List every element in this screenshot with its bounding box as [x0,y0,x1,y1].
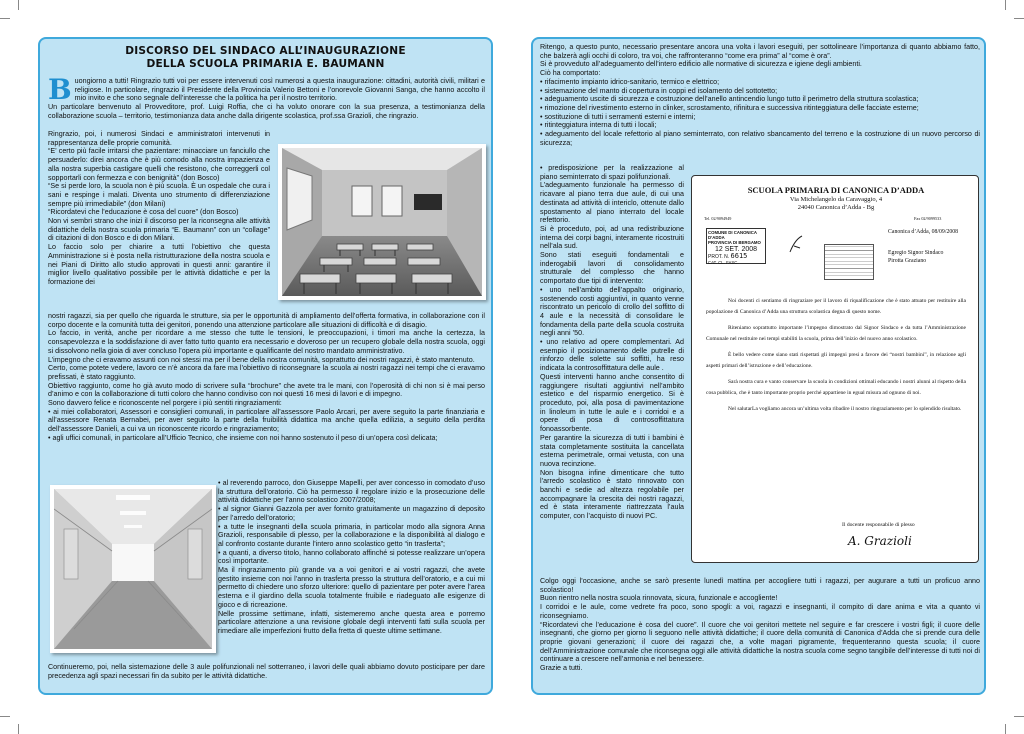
bullet-item: • ai miei collaboratori, Assessori e consiglieri comunali, in particolare all’assessore Paolo Arcari, per avere seguito la parte finanziaria e all’assessore Renata Bernabei, per aver seguito la parte della fruibilità didattica ma anche quella edilizia, a seguito della perdita dell’assessore Danieli, a cui va un riconoscente ricordo e ringraziamento; [48,407,485,434]
quote-paragraph: “Se si perde loro, la scuola non è più scuola. È un ospedale che cura i sani e respinge i malati. Diventa uno strumento di differenziazione sempre più irrimediabile” (don Milani) [48,182,270,208]
stamp-cl: CL. [718,260,725,265]
stamp-prot-number: 6615 [730,252,748,260]
intro-block [48,73,485,121]
bullet-item: • predisposizione per la realizzazione al piano seminterrato di spazi polifunzionali. [540,164,684,181]
paragraph: Si è proceduto, poi, ad una redistribuzione interna dei corpi bagni, interamente ricostruiti nell’ala sud. [540,224,684,251]
bullet-item: • sostituzione di tutti i serramenti esterni e interni; [540,112,696,121]
crop-mark [18,0,19,10]
bullet-item: • a quanti, a diverso titolo, hanno collaborato affinché si potesse realizzare un’opera così importante. [218,548,485,566]
paragraph: Certo, come potete vedere, lavoro ce n’è ancora da fare ma l’obiettivo di riconsegnare la scuola ai nostri ragazzi nei tempi che ci eravamo prefissati, è stato raggiunto. [48,364,485,381]
bullet-item: • adeguamento del locale refettorio al piano seminterrato, con relativo sbancamento del terreno e la costruzione di un nuovo percorso di sicurezza; [540,130,980,147]
protocol-stamp [706,228,766,264]
closing-text [48,663,485,680]
letter-signature: A. Grazioli [848,534,912,548]
distribution-grid [824,244,874,280]
teachers-letter [691,175,979,563]
paragraph: Grazie a tutti. [540,664,583,673]
paragraph: Buon rientro nella nostra scuola rinnovata, sicura, funzionale e accogliente! [540,594,778,603]
paragraph: Colgo oggi l’occasione, anche se sarò presente lunedì mattina per accogliere tutti i ragazzi, per augurare a tutti un proficuo anno scolastico! [540,577,980,594]
paragraph: Per garantire la sicurezza di tutti i bambini è stata completamente sostituita la cancellata esterna perimetrale, ormai vetusta, con una nuova recinzione. [540,433,684,468]
paragraph: Lo faccio, in verità, anche per ricordare a me stesso che tutte le tensioni, le preoccupazioni, i timori ma anche la certezza, la consapevolezza e la soddisfazione di aver fatto tutto quanto era necessario e doveroso per un recupero globale della nostra scuola, oggi si dissolvono nella gioia di aver concluso l’opera più importante e qualificante del nostro mandato amministrativo. [48,329,485,355]
corridor-image [54,489,212,649]
handwritten-mark [786,234,806,256]
crop-mark [1005,724,1006,734]
title-line-1: DISCORSO DEL SINDACO ALL’INAUGURAZIONE [125,45,406,57]
paragraph: “Ricordatevi che l’educazione è cosa del cuore”. Il cuore che voi genitori mettete nel seguire e far crescere i vostri figli; il cuore delle insegnanti, che giorno per giorno li seguono nelle attività didattiche; il cuore della comunità di Canonica d’Adda che si prende cura delle proprie giovani generazioni; il cuore dei ragazzi che, a volte magari pigramente, frequenteranno questa scuola; il cuore dell’Amministrazione comunale che riconsegna oggi alle attività didattiche la nostra scuola come segno tangibile dell’interesse di tutti noi di continuare a crescere nell’armonia e nel benessere. [540,620,980,664]
column-left-text [48,130,270,287]
crop-mark [1014,716,1024,717]
article-title [40,45,491,71]
bullet-item: • uno nell’ambito dell’appalto originario, sostenendo costi aggiuntivi, in quanto venne riscontrato un pericolo di crollo del soffitto di 4 aule e la necessità di consolidare le fondamenta della parte della scuola costruita negli anni ’50. [540,285,684,338]
left-page-panel [38,37,493,695]
bullet-item: • adeguamento uscite di sicurezza e costruzione dell’anello antincendio lungo tutto il perimetro della struttura scolastica; [540,95,919,104]
bullet-item: • al signor Gianni Gazzola per aver fornito gratuitamente un magazzino di deposito per l’arredo dell’oratorio; [218,505,485,522]
stamp-date: 12 SET. 2008 [714,246,758,253]
paragraph: Non vi sembri strano che inizi il discorso per la riconsegna alle attività didattiche della nostra scuola primaria “E. Baumann” con un “collage” di citazioni di don Bosco e di don Milani. [48,217,270,243]
column-right-text [218,479,485,636]
letter-paragraph: Sarà nostra cura e vanto conservare la scuola in condizioni ottimali educando i nostri alunni al rispetto della cosa pubblica, che è tanto importante proprio perché appartiene in egual misura ad ognuno di noi. [706,379,966,396]
crop-mark [1014,18,1024,19]
letter-paragraph: Nel salutarLa vogliamo ancora un’ultima volta ribadire il nostro ringraziamento per lo splendido risultato. [728,406,962,412]
paragraph: Sono davvero felice e riconoscente nel porgere i più sentiti ringraziamenti: [48,399,282,408]
crop-mark [0,18,10,19]
bullet-item: • al reverendo parroco, don Giuseppe Mapelli, per aver concesso in comodato d’uso la struttura dell’oratorio. Ciò ha permesso il regolare inizio e la prosecuzione delle attività didattiche per l’anno scolastico 2007/2008; [218,479,485,505]
classroom-image [282,148,482,296]
paragraph: Ritengo, a questo punto, necessario presentare ancora una volta i lavori eseguiti, per sottolineare l’importanza di quanto abbiamo fatto, che balzerà agli occhi di coloro, tra voi, che raffronteranno “come era prima” al “come è ora”. [540,43,980,60]
paragraph: Non bisogna infine dimenticare che tutto l’arredo scolastico è stato rinnovato con banchi e sedie ad altezza regolabile per accompagnare la crescita dei nostri ragazzi, ed è stata interamente riattrezzata l’aula computer, con l’acquisto di nuovi PC. [540,468,684,521]
letter-tel: Tel. 02/9094949 [704,216,732,221]
paragraph: Questi interventi hanno anche consentito di raggiungere risultati aggiuntivi nell’ambito estetico e del risparmio energetico. Si è proceduto, poi, alla posa di pavimentazione in linoleum in tutte le aule e i corridoi e a opere di posa di controsoffittatura fonoassorbente. [540,372,684,434]
body-text-full [48,312,485,443]
letter-recipient-1: Egregio Signor Sindaco [888,250,944,256]
intro-paragraph: uongiorno a tutti! Ringrazio tutti voi per essere intervenuti così numerosi a questa inaugurazione: cittadini, autorità civili, militari e religiose. In particolare, ringrazio il Presidente della Provincia Valerio Bettoni e l’onorevole Giovanni Sanga, che hanno accolto il mio invito e che sono segnale dell’interesse che la politica ha per il nostro territorio. [74,77,485,103]
quote-paragraph: “E’ certo più facile irritarsi che pazientare: minacciare un fanciullo che persuaderlo: direi ancora che è più comodo alla nostra impazienza e alla nostra superbia castigare quelli che resistono, che correggerli col sopportarli con fermezza e con benignità” (don Bosco) [48,147,270,182]
paragraph: Continueremo, poi, nella sistemazione delle 3 aule polifunzionali nel sotterraneo, i lavori delle quali abbiamo dovuto posticipare per dare precedenza agli spazi necessari fin da subito per le attività didattiche. [48,663,485,680]
quote-paragraph: “Ricordatevi che l’educazione è cosa del cuore” (don Bosco) [48,208,239,217]
letter-paragraph: Noi docenti ci sentiamo di ringraziare per il lavoro di riqualificazione che è stato attuato per restituire alla popolazione di Canonica d’Adda una struttura scolastica degna di questo nome. [706,298,966,315]
stamp-line-2: PROVINCIA DI BERGAMO [708,240,761,245]
crop-mark [18,724,19,734]
letter-school-name: SCUOLA PRIMARIA DI CANONICA D’ADDA [747,185,925,195]
crop-mark [0,716,10,717]
right-page-panel [531,37,986,695]
paragraph: Ma il ringraziamento più grande va a voi genitori e ai vostri ragazzi, che avete gestito insieme con noi l’anno in trasferta presso la struttura dell’oratorio, e a cui mi permetto di chiedere uno sforzo ulteriore: quello di pazientare per poter avere l’area esterna e il giardino della scuola totalmente fruibile e riadeguato alle esigenze di gioco e di ricreazione. [218,566,485,609]
letter-recipient-2: Pirotta Graziano [888,258,927,264]
stamp-prot-label: PROT. N. [708,254,730,260]
paragraph: nostri ragazzi, sia per quello che riguarda le strutture, sia per le opportunità di ampliamento dell’offerta formativa, in collaborazione con il corpo docente e la comunità tutta dei genitori, ponendo una attenzione particolare alle situazioni di difficoltà e di disagio. [48,312,485,329]
letter-address-1: Via Michelangelo da Caravaggio, 4 [789,196,883,203]
paragraph: Lo faccio solo per chiarire a tutti l’obiettivo che questa Amministrazione si è posta nella ristrutturazione della nostra scuola e nei Piani di Diritto allo studio approvati in questi anni: garantire il miglior livello qualitativo possibile per le attività didattiche e per la formazione dei [48,243,270,286]
letter-fax: Fax 02/9099533 [914,216,942,221]
bullet-item: • sistemazione del manto di copertura in coppi ed isolamento del sottotetto; [540,86,778,95]
paragraph: L’impegno che ci eravamo assunti con noi stessi ma per il bene della nostra comunità, soprattutto dei nostri ragazzi, è stato mantenuto. [48,355,475,364]
works-intro [540,43,980,147]
bullet-item: • rifacimento impianto idrico-sanitario, termico e elettrico; [540,77,720,86]
stamp-cat: CAT. [708,260,717,265]
paragraph: Ciò ha comportato: [540,69,601,78]
letter-signature-label: Il docente responsabile di plesso [842,522,915,528]
paragraph: Un particolare benvenuto al Provveditore, prof. Luigi Roffia, che ci ha voluto onorare con la sua presenza, a testimonianza della collaborazione scuola – territorio, testimonianza data anche dalla dirigente scolastica, prof.ssa Grazioli, che ringrazio. [48,103,485,120]
closing-text [540,577,980,673]
stamp-fasc: FASC. [726,260,739,265]
letter-paragraph: È bello vedere come siano stati rispettati gli impegni presi a favore dei “nostri bambini”, in relazione agli aspetti primari dell’istruzione e dell’educazione. [706,352,966,369]
letter-place-date: Canonica d’Adda, 08/09/2008 [888,229,959,235]
paragraph: Ringrazio, poi, i numerosi Sindaci e amministratori intervenuti in rappresentanza delle proprie comunità. [48,130,270,147]
paragraph: Si è provveduto all’adeguamento dell’intero edificio alle normative di sicurezza e igiene degli ambienti. [540,60,862,69]
letter-address-2: 24040 Canonica d’Adda - Bg [797,204,875,211]
bullet-item: • uno relativo ad opere complementari. Ad esempio il posizionamento delle putrelle di rinforzo delle solette sui soffitti, ha reso indicata la controsoffittatura delle aule . [540,338,684,373]
letter-paragraph: Riteniamo soprattutto importante l’impegno dimostrato dal Signor Sindaco e da tutta l’Amministrazione Comunale nel restituire nei tempi stabiliti la scuola, prima dell’inizio del nuovo anno scolastico. [706,325,966,342]
bullet-item: • agli uffici comunali, in particolare all’Ufficio Tecnico, che insieme con noi hanno sostenuto il peso di un’opera così delicata; [48,433,438,442]
paragraph: I corridoi e le aule, come vedrete fra poco, sono spogli: a voi, ragazzi e insegnanti, il compito di dare anima e vita a quanto vi riconsegniamo. [540,603,980,620]
stamp-line-1: COMUNE DI CANONICA D’ADDA [708,230,757,240]
corridor-photo [50,485,216,653]
letter-body [706,296,966,415]
paragraph: Nelle prossime settimane, infatti, sistemeremo anche questa area e porremo particolare attenzione a una revisione globale degli interventi fatti sulla scuola per rimediare alle imperfezioni frutto della fretta di queste ultime settimane. [218,609,485,635]
drop-cap: B [48,73,72,106]
paragraph: Sono stati eseguiti fondamentali e inderogabili lavori di consolidamento strutturale del complesso che hanno comportato due tipi di intervento: [540,251,684,286]
title-line-2: DELLA SCUOLA PRIMARIA E. BAUMANN [146,58,385,70]
works-column [540,164,684,521]
classroom-photo [278,144,486,300]
bullet-item: • ritinteggiatura interna di tutti i locali; [540,121,657,130]
paragraph: Obiettivo raggiunto, come ho già avuto modo di scrivere sulla “brochure” che avete tra le mani, con l’operosità di chi non si è mai perso d’animo e con la collaborazione di tutti coloro che hanno condiviso con noi questi 16 mesi di lavori e di impegno. [48,381,485,399]
paragraph: L’adeguamento funzionale ha permesso di ricavare al piano terra due aule, di cui una destinata ad attività di intericlo, ottenute dallo spostamento al piano interrato del locale refettorio. [540,181,684,225]
stamp-classification [708,260,764,265]
crop-mark [1005,0,1006,10]
bullet-item: • a tutte le insegnanti della scuola primaria, in particolar modo alla signora Anna Grazioli, responsabile di plesso, per la collaborazione e la disponibilità al dialogo e al confronto costante durante l’intero anno scolastico getto “in trasferta”; [218,522,485,548]
bullet-item: • rimozione del rivestimento esterno in clinker, scrostamento, rifinitura e successiva ritinteggiatura delle facciate esterne; [540,103,919,112]
